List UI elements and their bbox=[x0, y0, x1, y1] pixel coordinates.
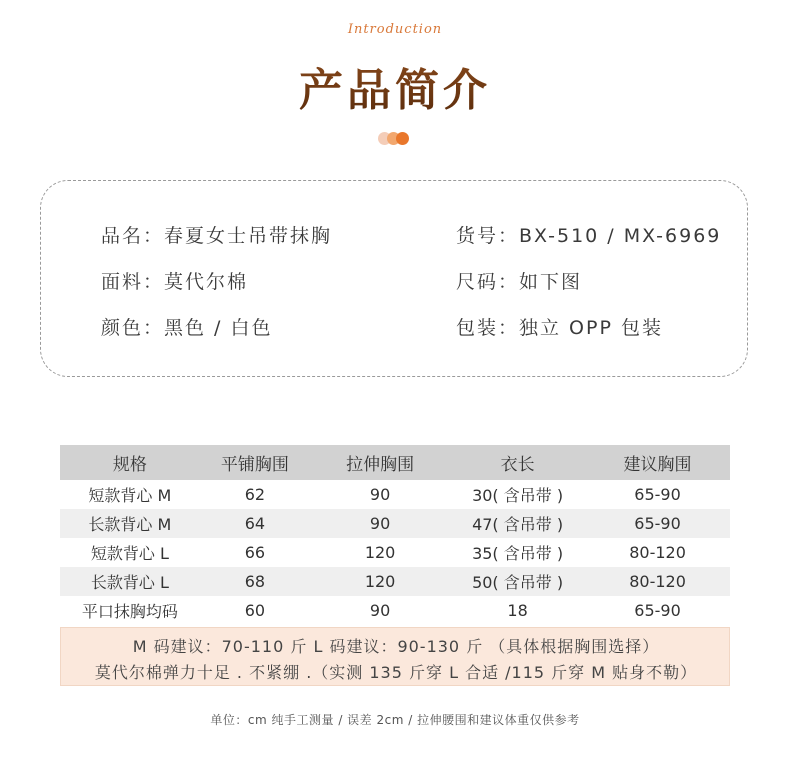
header-length: 衣长 bbox=[450, 445, 585, 480]
header-flat-chest: 平铺胸围 bbox=[200, 445, 310, 480]
info-color-label: 颜色： bbox=[101, 317, 165, 339]
table-cell: 长款背心 L bbox=[60, 567, 200, 596]
info-size-label: 尺码： bbox=[456, 271, 520, 293]
info-code-label: 货号： bbox=[456, 225, 520, 247]
table-row bbox=[60, 596, 730, 625]
decorative-dots bbox=[0, 130, 790, 144]
table-cell: 66 bbox=[244, 543, 266, 562]
table-cell: 80-120 bbox=[629, 543, 686, 562]
size-advice-line-1: M 码建议：70-110 斤 L 码建议：90-130 斤 （具体根据胸围选择） bbox=[132, 637, 660, 656]
info-name bbox=[101, 221, 332, 248]
info-fabric bbox=[101, 267, 248, 294]
table-cell: 65-90 bbox=[634, 485, 681, 504]
info-color bbox=[101, 313, 273, 340]
table-cell: 65-90 bbox=[585, 509, 730, 538]
table-cell: 120 bbox=[310, 567, 450, 596]
table-cell: 90 bbox=[310, 509, 450, 538]
product-info-box bbox=[40, 180, 748, 377]
table-cell: 30( 含吊带 ) bbox=[472, 486, 564, 505]
info-size-value: 如下图 bbox=[519, 271, 583, 293]
table-cell: 18 bbox=[507, 601, 528, 620]
table-cell: 90 bbox=[369, 601, 391, 620]
size-table bbox=[60, 445, 730, 625]
size-advice-line-2: 莫代尔棉弹力十足 . 不紧绷 .（实测 135 斤穿 L 合适 /115 斤穿 M 贴身不勒） bbox=[94, 663, 698, 682]
info-fabric-value: 莫代尔棉 bbox=[164, 271, 249, 293]
info-name-value: 春夏女士吊带抹胸 bbox=[164, 225, 333, 247]
info-fabric-label: 面料： bbox=[101, 271, 165, 293]
table-cell: 47( 含吊带 ) bbox=[450, 509, 585, 538]
page-title: 产品简介 bbox=[0, 54, 790, 118]
table-cell: 62 bbox=[244, 485, 266, 504]
info-code-value: BX-510 / MX-6969 bbox=[519, 225, 722, 247]
table-cell: 60 bbox=[244, 601, 266, 620]
table-cell: 120 bbox=[364, 543, 396, 562]
info-pack-value: 独立 OPP 包装 bbox=[519, 317, 663, 339]
intro-subtitle: Introduction bbox=[347, 22, 443, 37]
table-cell: 短款背心 M bbox=[88, 486, 172, 505]
header-spec: 规格 bbox=[60, 445, 200, 480]
table-cell: 50( 含吊带 ) bbox=[450, 567, 585, 596]
info-pack-label: 包装： bbox=[456, 317, 520, 339]
header-suggested-chest: 建议胸围 bbox=[585, 445, 730, 480]
table-row bbox=[60, 509, 730, 538]
table-cell: 65-90 bbox=[634, 601, 681, 620]
table-header-row bbox=[60, 445, 730, 480]
table-row bbox=[60, 480, 730, 509]
table-cell: 长款背心 M bbox=[60, 509, 200, 538]
info-pack bbox=[456, 313, 663, 340]
table-cell: 短款背心 L bbox=[90, 544, 169, 563]
dot-dark bbox=[396, 132, 409, 145]
header-stretch-chest: 拉伸胸围 bbox=[310, 445, 450, 480]
size-advice-box bbox=[60, 627, 730, 686]
table-cell: 90 bbox=[369, 485, 391, 504]
info-color-value: 黑色 / 白色 bbox=[164, 317, 273, 339]
info-code bbox=[456, 221, 721, 248]
table-row bbox=[60, 567, 730, 596]
measurement-footnote: 单位：cm 纯手工测量 / 误差 2cm / 拉伸腰围和建议体重仅供参考 bbox=[210, 713, 580, 727]
table-cell: 平口抹胸均码 bbox=[81, 602, 178, 621]
table-cell: 64 bbox=[200, 509, 310, 538]
table-row bbox=[60, 538, 730, 567]
info-name-label: 品名： bbox=[101, 225, 165, 247]
info-size bbox=[456, 267, 582, 294]
table-cell: 68 bbox=[200, 567, 310, 596]
table-cell: 35( 含吊带 ) bbox=[472, 544, 564, 563]
table-cell: 80-120 bbox=[585, 567, 730, 596]
